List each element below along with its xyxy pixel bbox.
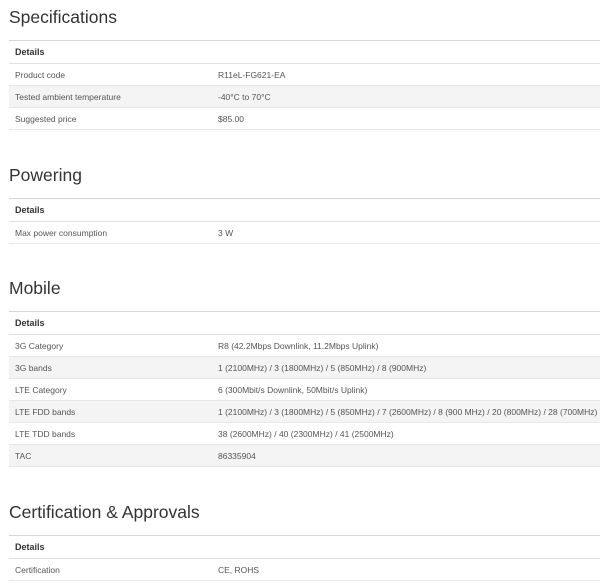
section-title: Mobile	[9, 278, 61, 298]
specs-table	[9, 198, 600, 244]
row-label: Suggested price	[9, 108, 212, 130]
specs-table	[9, 535, 600, 581]
table-row	[9, 108, 600, 130]
table-row	[9, 445, 600, 467]
table-row	[9, 357, 600, 379]
row-value: -40°C to 70°C	[212, 86, 600, 108]
row-value: $85.00	[212, 108, 600, 130]
row-value: 6 (300Mbit/s Downlink, 50Mbit/s Uplink)	[212, 379, 600, 401]
section-title: Certification & Approvals	[9, 502, 200, 522]
specs-table	[9, 311, 600, 467]
row-value: 86335904	[212, 445, 600, 467]
row-label: 3G bands	[9, 357, 212, 379]
row-value: 1 (2100MHz) / 3 (1800MHz) / 5 (850MHz) / 7 (2600MHz) / 8 (900 MHz) / 20 (800MHz) / 28 (700MHz)	[212, 401, 600, 423]
row-label: LTE TDD bands	[9, 423, 212, 445]
row-value: 1 (2100MHz) / 3 (1800MHz) / 5 (850MHz) / 8 (900MHz)	[212, 357, 600, 379]
row-value: 3 W	[212, 222, 600, 244]
row-label: LTE Category	[9, 379, 212, 401]
table-row	[9, 86, 600, 108]
row-value: CE, ROHS	[212, 559, 600, 581]
table-row	[9, 222, 600, 244]
row-label: TAC	[9, 445, 212, 467]
table-row	[9, 335, 600, 357]
table-header: Details	[9, 199, 600, 222]
row-label: Max power consumption	[9, 222, 212, 244]
table-row	[9, 559, 600, 581]
table-row	[9, 423, 600, 445]
table-row	[9, 401, 600, 423]
row-label: 3G Category	[9, 335, 212, 357]
row-label: Certification	[9, 559, 212, 581]
table-row	[9, 64, 600, 86]
table-row	[9, 379, 600, 401]
section-title: Powering	[9, 165, 82, 185]
table-header: Details	[9, 536, 600, 559]
row-value: 38 (2600MHz) / 40 (2300MHz) / 41 (2500MHz)	[212, 423, 600, 445]
row-value: R8 (42.2Mbps Downlink, 11.2Mbps Uplink)	[212, 335, 600, 357]
row-label: LTE FDD bands	[9, 401, 212, 423]
row-label: Tested ambient temperature	[9, 86, 212, 108]
specs-table	[9, 40, 600, 130]
table-header: Details	[9, 41, 600, 64]
table-header: Details	[9, 312, 600, 335]
row-label: Product code	[9, 64, 212, 86]
row-value: R11eL-FG621-EA	[212, 64, 600, 86]
section-title: Specifications	[9, 7, 117, 27]
